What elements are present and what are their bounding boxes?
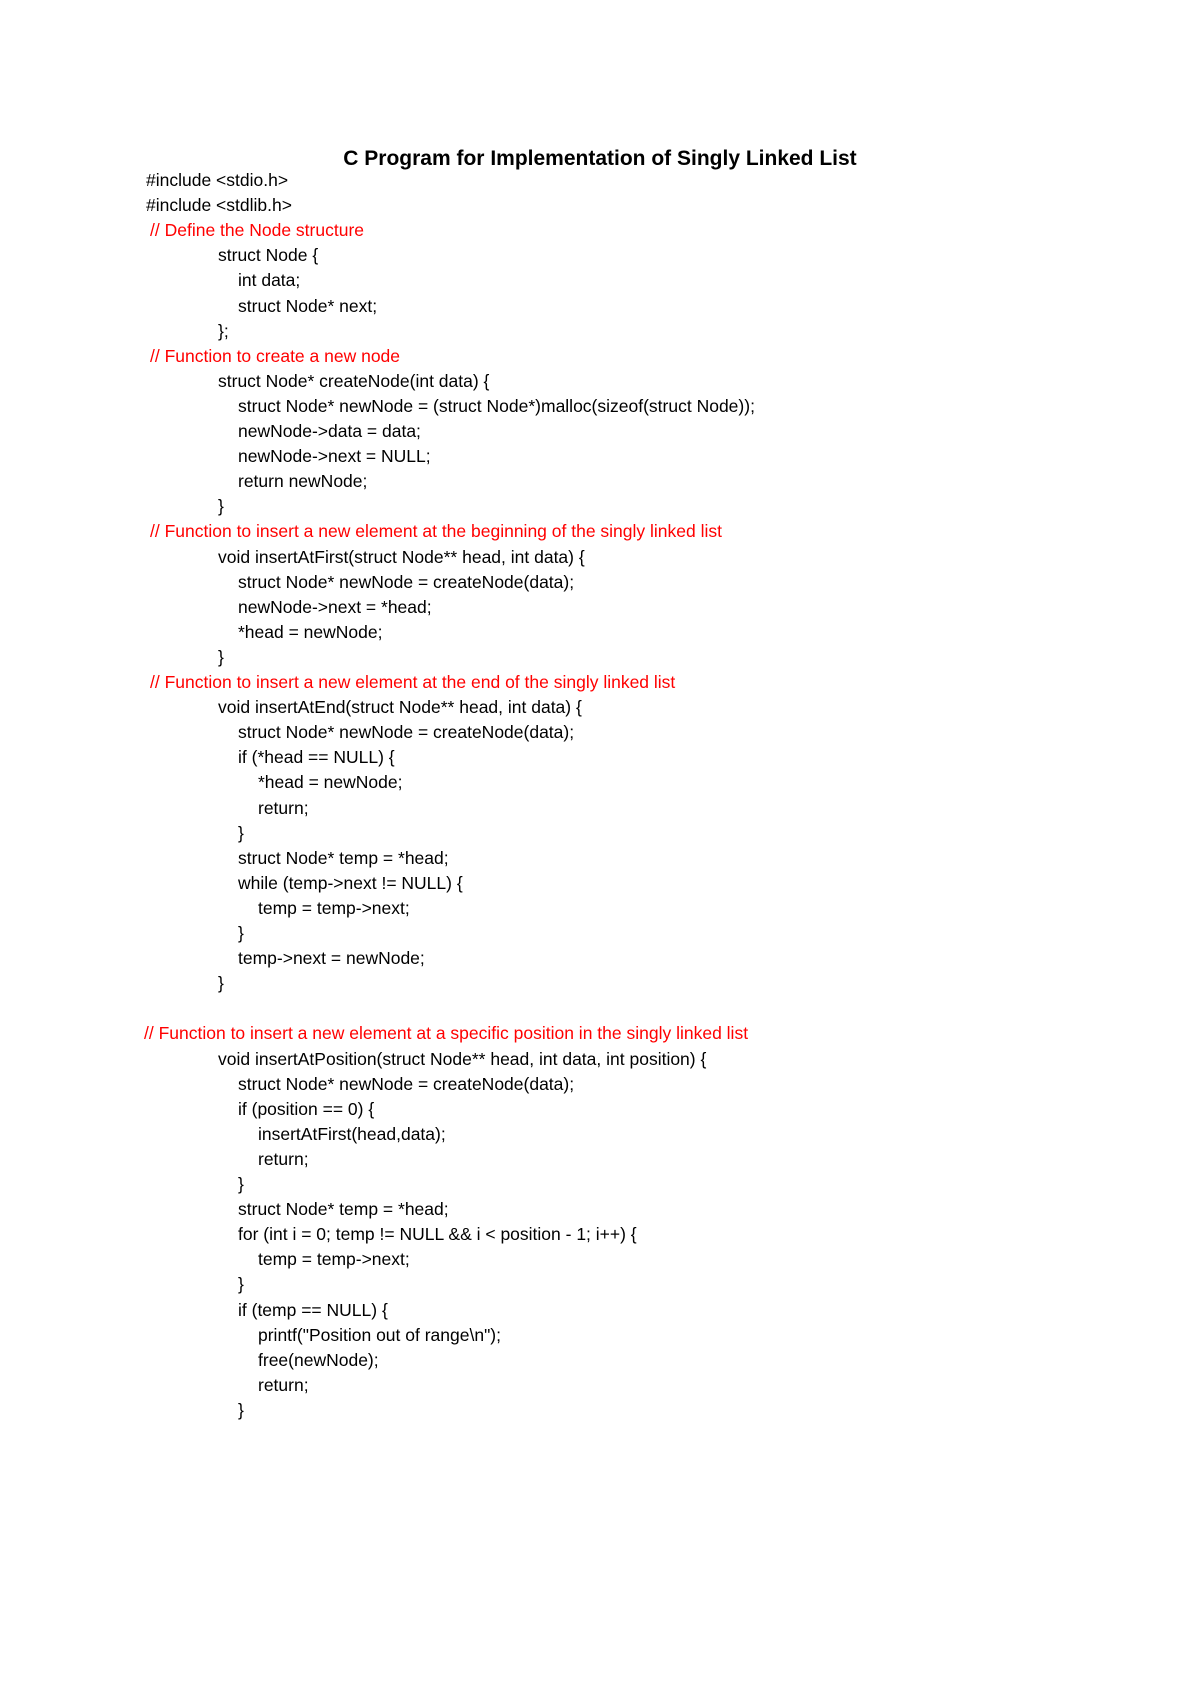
- code-line: }: [238, 1274, 244, 1295]
- code-line: temp->next = newNode;: [238, 948, 425, 969]
- code-line: *head = newNode;: [238, 621, 383, 642]
- code-line: }: [238, 1399, 244, 1420]
- code-line: return;: [258, 1374, 309, 1395]
- code-line: return;: [258, 797, 309, 818]
- code-line: struct Node* newNode = createNode(data);: [238, 1073, 575, 1094]
- code-line: insertAtFirst(head,data);: [258, 1123, 446, 1144]
- code-line: void insertAtPosition(struct Node** head, int data, int position) {: [218, 1048, 707, 1069]
- code-line: void insertAtEnd(struct Node** head, int data) {: [218, 697, 582, 718]
- code-line: struct Node* createNode(int data) {: [218, 370, 490, 391]
- code-line: newNode->next = *head;: [238, 596, 432, 617]
- code-line: newNode->data = data;: [238, 421, 421, 441]
- code-line: }: [218, 496, 224, 517]
- code-line: struct Node {: [218, 245, 319, 266]
- code-line: struct Node* next;: [238, 295, 378, 316]
- code-line: #include <stdlib.h>: [146, 195, 292, 216]
- code-comment-line: // Function to insert a new element at a specific position in the singly linked list: [144, 1023, 749, 1044]
- code-line: printf("Position out of range\n");: [258, 1324, 501, 1345]
- code-line: free(newNode);: [258, 1349, 379, 1370]
- code-comment-line: // Function to insert a new element at the beginning of the singly linked list: [150, 521, 722, 542]
- code-line: void insertAtFirst(struct Node** head, int data) {: [218, 546, 585, 567]
- code-line: temp = temp->next;: [258, 1249, 410, 1270]
- code-line: if (temp == NULL) {: [238, 1299, 388, 1320]
- code-line: struct Node* temp = *head;: [238, 1199, 449, 1220]
- code-line: temp = temp->next;: [258, 897, 410, 918]
- code-line: }: [238, 822, 244, 843]
- code-comment-line: // Define the Node structure: [150, 220, 364, 241]
- code-line: }: [238, 923, 244, 943]
- code-line: }: [238, 1174, 244, 1194]
- code-line: }: [218, 973, 224, 994]
- code-line: if (position == 0) {: [238, 1098, 375, 1119]
- code-line: int data;: [238, 270, 301, 291]
- code-line: *head = newNode;: [258, 772, 403, 793]
- code-line: newNode->next = NULL;: [238, 446, 431, 467]
- code-line: struct Node* newNode = (struct Node*)malloc(sizeof(struct Node));: [238, 395, 755, 416]
- code-line: };: [218, 320, 229, 341]
- code-line: return newNode;: [238, 471, 368, 492]
- code-line: struct Node* newNode = createNode(data);: [238, 571, 575, 592]
- code-comment-line: // Function to insert a new element at the end of the singly linked list: [150, 672, 676, 692]
- code-line: while (temp->next != NULL) {: [238, 872, 463, 893]
- code-comment-line: // Function to create a new node: [150, 345, 401, 366]
- code-line: if (*head == NULL) {: [238, 747, 395, 768]
- code-line: #include <stdio.h>: [146, 170, 289, 190]
- code-line: for (int i = 0; temp != NULL && i < position - 1; i++) {: [238, 1224, 637, 1245]
- code-line: struct Node* newNode = createNode(data);: [238, 722, 575, 743]
- code-line: }: [218, 646, 224, 667]
- document-title: C Program for Implementation of Singly Linked List: [343, 147, 857, 170]
- code-line: struct Node* temp = *head;: [238, 847, 449, 868]
- code-line: return;: [258, 1148, 309, 1169]
